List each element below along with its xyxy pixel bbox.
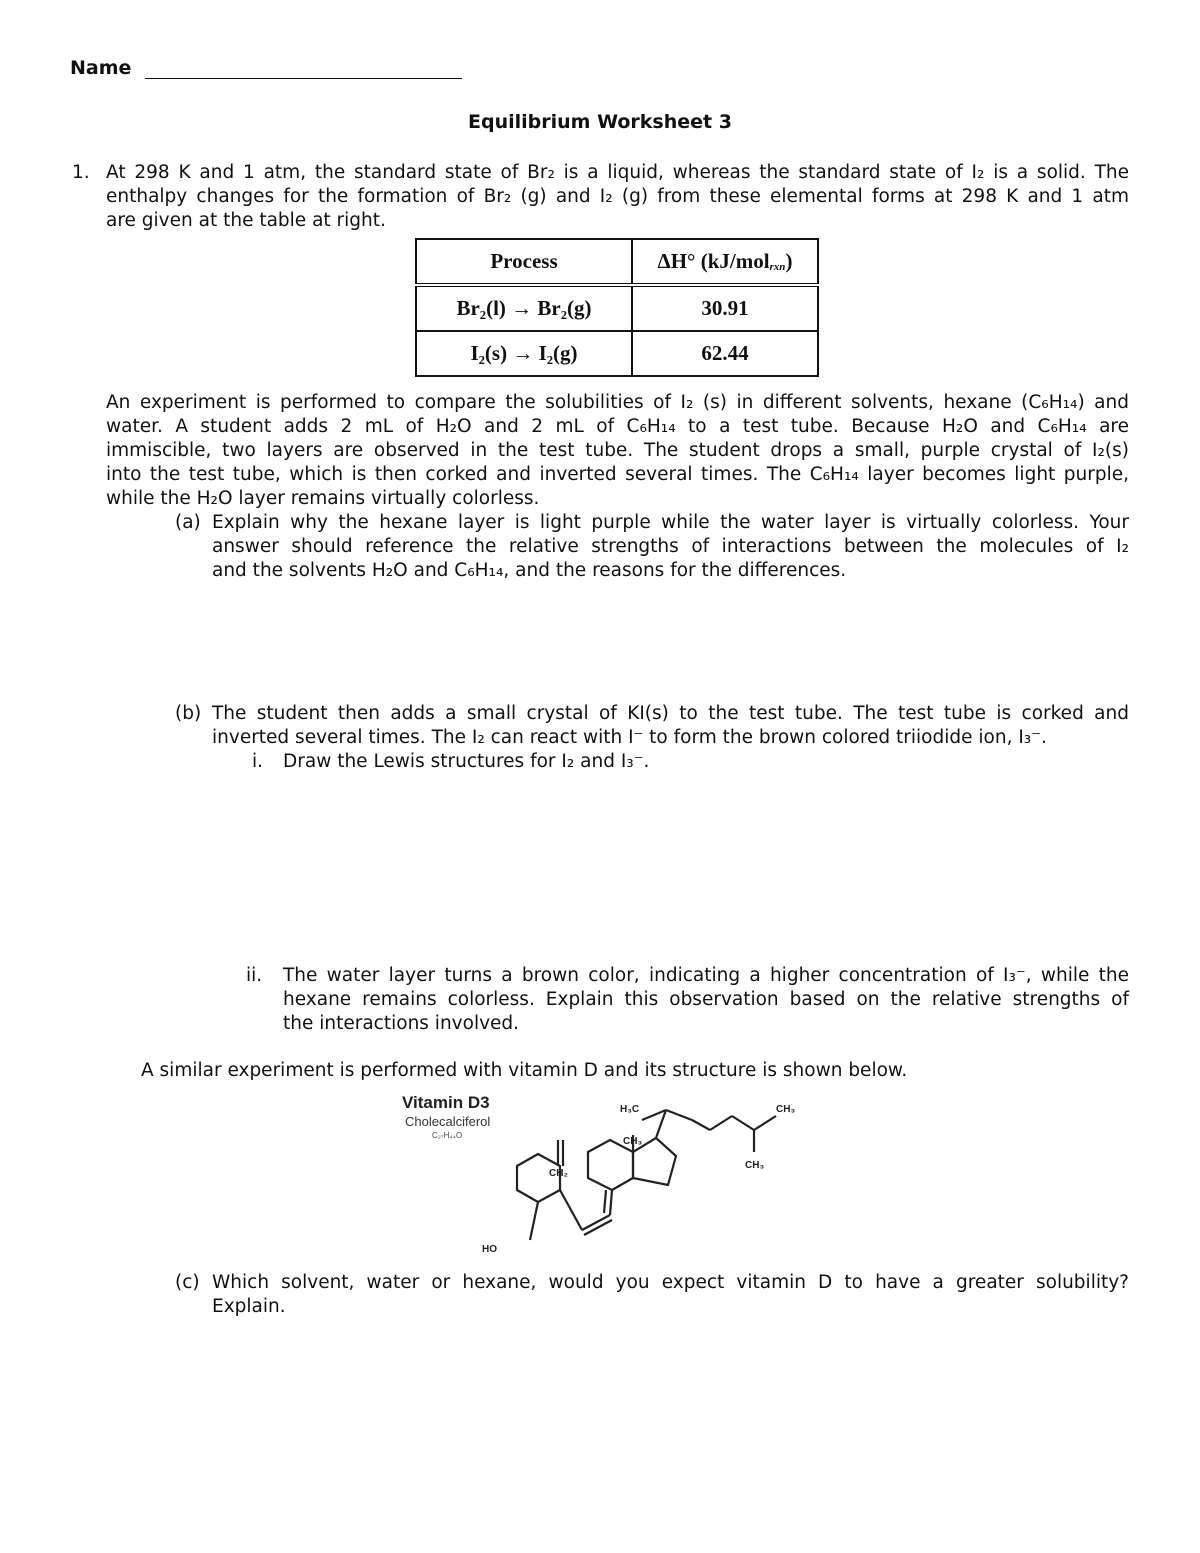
table-cell-process: Br₂(l) → Br₂(g) <box>416 285 632 331</box>
part-b-ii-line-2: hexane remains colorless. Explain this observation based on the relative strengths of <box>283 989 1129 1010</box>
part-c-label: (c) <box>175 1272 200 1293</box>
table-header-row <box>416 239 818 285</box>
experiment-line-5: while the H₂O layer remains virtually colorless. <box>106 488 540 509</box>
part-a-line-3: and the solvents H₂O and C₆H₁₄, and the reasons for the differences. <box>212 560 847 581</box>
part-b-ii-line-1: The water layer turns a brown color, indicating a higher concentration of I₃⁻, while the <box>283 965 1129 986</box>
part-a-line-2: answer should reference the relative strengths of interactions between the molecules of I₂ <box>212 536 1129 557</box>
intro-line-3: are given at the table at right. <box>106 210 386 231</box>
part-b-i-text: Draw the Lewis structures for I₂ and I₃⁻. <box>283 751 650 772</box>
part-b-i-label: i. <box>252 751 264 772</box>
vitamin-formula: C₂₇H₄₄O <box>432 1131 463 1140</box>
part-b-ii-label: ii. <box>246 965 263 986</box>
enthalpy-table <box>415 238 819 377</box>
label-ch3-right: CH₃ <box>745 1160 765 1171</box>
experiment-line-3: immiscible, two layers are observed in the test tube. The student drops a small, purple crystal of I₂(s) <box>106 440 1129 461</box>
label-ch3-mid: CH₃ <box>623 1136 643 1147</box>
name-blank-line[interactable] <box>145 78 462 79</box>
table-row <box>416 331 818 376</box>
part-a-line-1: Explain why the hexane layer is light purple while the water layer is virtually colorless. Your <box>212 512 1129 533</box>
table-cell-dh: 62.44 <box>632 331 818 376</box>
label-ch3-low: CH₂ <box>549 1168 568 1179</box>
table-cell-dh: 30.91 <box>632 285 818 331</box>
part-a-label: (a) <box>175 512 201 533</box>
experiment-line-4: into the test tube, which is then corked and inverted several times. The C₆H₁₄ layer becomes light purple, <box>106 464 1129 485</box>
part-c-line-1: Which solvent, water or hexane, would you expect vitamin D to have a greater solubility? <box>212 1272 1129 1293</box>
vitamin-title: Vitamin D3 <box>402 1093 490 1112</box>
vitamin-d3-structure <box>470 1090 830 1260</box>
table-row <box>416 285 818 331</box>
label-h3c: H₃C <box>620 1104 640 1115</box>
dh-end: ) <box>785 249 793 273</box>
label-ho: HO <box>482 1244 497 1255</box>
part-b-line-2: inverted several times. The I₂ can react with I⁻ to form the brown colored triiodide ion, I₃⁻. <box>212 727 1047 748</box>
part-b-label: (b) <box>175 703 202 724</box>
label-ch3-top-right: CH₃ <box>776 1104 796 1115</box>
dh-label: ΔH° (kJ/mol <box>657 249 770 273</box>
dh-sub: rxn <box>769 261 786 273</box>
question-number: 1. <box>72 162 90 183</box>
experiment-line-2: water. A student adds 2 mL of H₂O and 2 mL of C₆H₁₄ to a test tube. Because H₂O and C₆H₁₄ are <box>106 416 1129 437</box>
vitamin-subtitle: Cholecalciferol <box>405 1114 491 1129</box>
experiment-line-1: An experiment is performed to compare the solubilities of I₂ (s) in different solvents, hexane (C₆H₁₄) and <box>106 392 1129 413</box>
intro-line-2: enthalpy changes for the formation of Br₂ (g) and I₂ (g) from these elemental forms at 298 K and 1 atm <box>106 186 1129 207</box>
part-c-line-2: Explain. <box>212 1296 286 1317</box>
part-b-ii-line-3: the interactions involved. <box>283 1013 520 1034</box>
part-b-line-1: The student then adds a small crystal of KI(s) to the test tube. The test tube is corked and <box>212 703 1129 724</box>
page-title: Equilibrium Worksheet 3 <box>468 111 732 133</box>
table-cell-process: I₂(s) → I₂(g) <box>416 331 632 376</box>
table-header-process: Process <box>416 239 632 285</box>
intro-line-1: At 298 K and 1 atm, the standard state of Br₂ is a liquid, whereas the standard state of I₂ is a solid. The <box>106 162 1129 183</box>
name-label: Name <box>70 57 132 79</box>
vitamin-intro: A similar experiment is performed with vitamin D and its structure is shown below. <box>141 1060 908 1081</box>
table-header-dh <box>632 239 818 285</box>
